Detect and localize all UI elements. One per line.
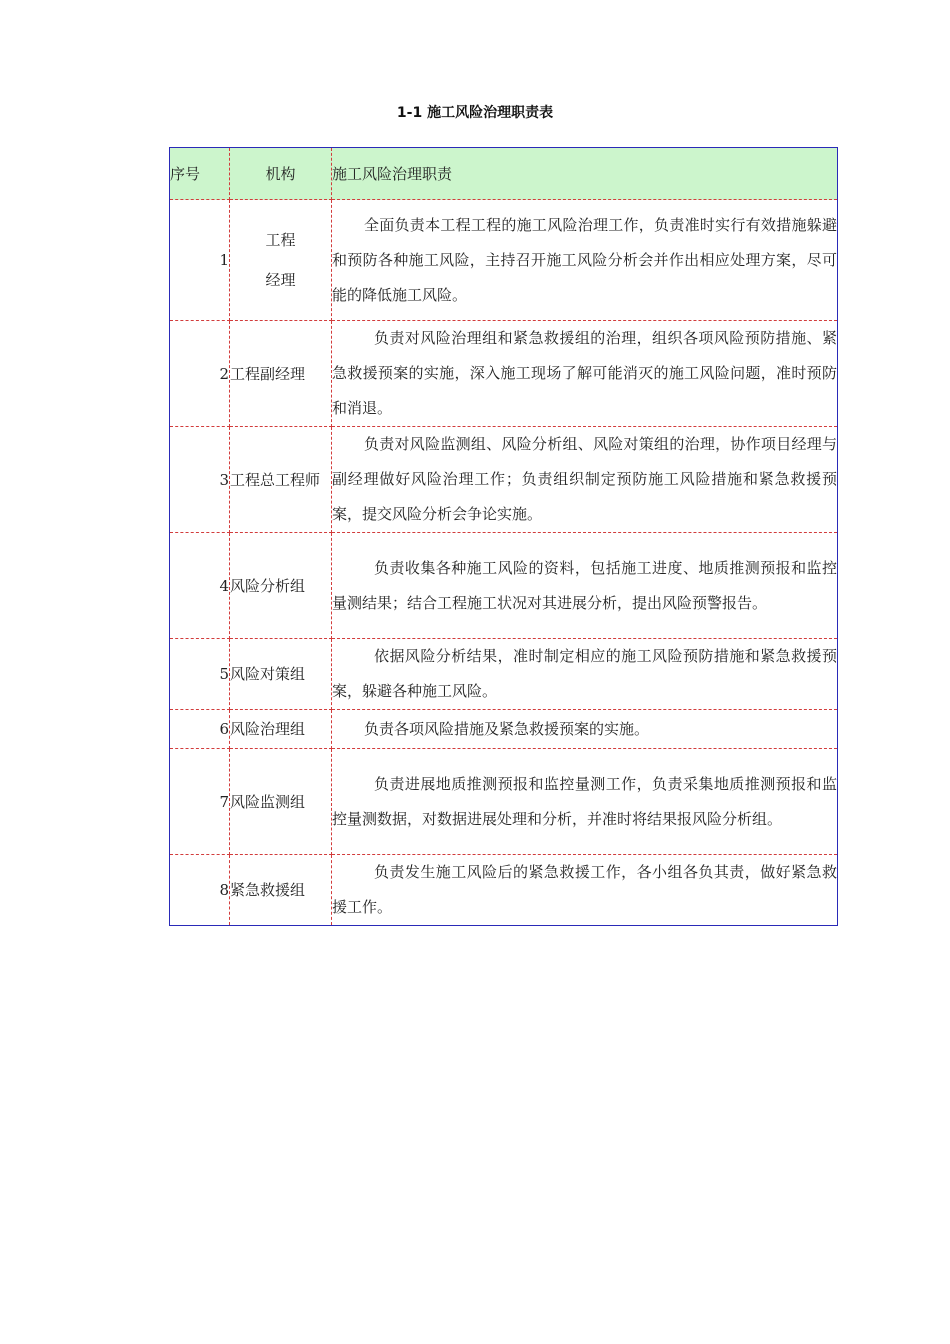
table-row	[170, 200, 838, 321]
row-responsibility: 负责发生施工风险后的紧急救援工作，各小组各负其责，做好紧急救援工作。	[332, 855, 838, 926]
table-row	[170, 427, 838, 533]
row-organization: 风险治理组	[230, 710, 332, 749]
table-header-row	[170, 148, 838, 200]
table-row	[170, 639, 838, 710]
responsibility-table	[169, 147, 838, 926]
header-responsibility: 施工风险治理职责	[332, 148, 838, 200]
row-organization: 紧急救援组	[230, 855, 332, 926]
row-organization: 工程副经理	[230, 321, 332, 427]
row-organization	[230, 200, 332, 321]
row-number: 1	[170, 200, 230, 321]
row-organization: 风险分析组	[230, 533, 332, 639]
table-row	[170, 321, 838, 427]
row-number: 4	[170, 533, 230, 639]
table-row	[170, 855, 838, 926]
row-responsibility: 负责收集各种施工风险的资料，包括施工进度、地质推测预报和监控量测结果；结合工程施工状况对其进展分析，提出风险预警报告。	[332, 533, 838, 639]
row-responsibility: 负责对风险监测组、风险分析组、风险对策组的治理，协作项目经理与副经理做好风险治理工作；负责组织制定预防施工风险措施和紧急救援预案，提交风险分析会争论实施。	[332, 427, 838, 533]
row-organization: 风险对策组	[230, 639, 332, 710]
table-row	[170, 533, 838, 639]
table-row	[170, 749, 838, 855]
row-responsibility: 负责进展地质推测预报和监控量测工作，负责采集地质推测预报和监控量测数据，对数据进展处理和分析，并准时将结果报风险分析组。	[332, 749, 838, 855]
header-serial-number: 序号	[170, 148, 230, 200]
row-number: 3	[170, 427, 230, 533]
row-number: 5	[170, 639, 230, 710]
row-organization: 工程总工程师	[230, 427, 332, 533]
row-number: 7	[170, 749, 230, 855]
table-row	[170, 710, 838, 749]
row-organization-line: 工程	[265, 231, 296, 249]
table-title: 1-1 施工风险治理职责表	[396, 105, 554, 121]
row-organization: 风险监测组	[230, 749, 332, 855]
header-organization: 机构	[230, 148, 332, 200]
row-number: 8	[170, 855, 230, 926]
row-responsibility: 全面负责本工程工程的施工风险治理工作，负责准时实行有效措施躲避和预防各种施工风险，主持召开施工风险分析会并作出相应处理方案，尽可能的降低施工风险。	[332, 200, 838, 321]
row-responsibility: 负责对风险治理组和紧急救援组的治理，组织各项风险预防措施、紧急救援预案的实施，深入施工现场了解可能消灭的施工风险问题，准时预防和消退。	[332, 321, 838, 427]
row-responsibility: 负责各项风险措施及紧急救援预案的实施。	[332, 710, 838, 749]
row-number: 2	[170, 321, 230, 427]
row-number: 6	[170, 710, 230, 749]
row-organization-line: 经理	[265, 271, 296, 289]
row-responsibility: 依据风险分析结果，准时制定相应的施工风险预防措施和紧急救援预案，躲避各种施工风险。	[332, 639, 838, 710]
